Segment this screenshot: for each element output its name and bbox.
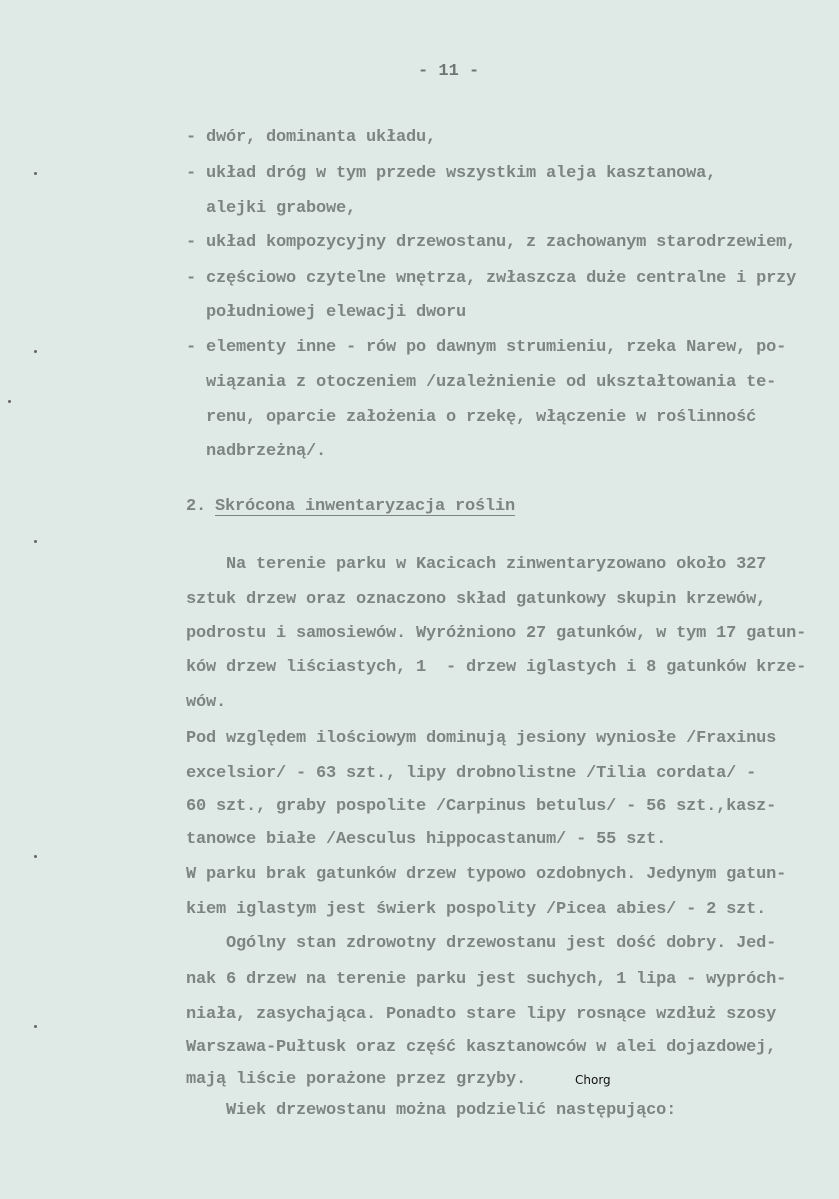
body-line: mają liście porażone przez grzyby. bbox=[186, 1070, 527, 1089]
body-line: niała, zasychająca. Ponadto stare lipy rosnące wzdłuż szosy bbox=[186, 1005, 777, 1024]
list-item-continuation: południowej elewacji dworu bbox=[206, 303, 467, 322]
punch-mark bbox=[34, 350, 37, 353]
section-title: Skrócona inwentaryzacja roślin bbox=[215, 497, 516, 516]
body-line: Na terenie parku w Kacicach zinwentaryzowano około 327 bbox=[226, 555, 767, 574]
body-line: 60 szt., graby pospolite /Carpinus betulus/ - 56 szt.,kasz- bbox=[186, 797, 777, 816]
body-line: podrostu i samosiewów. Wyróżniono 27 gatunków, w tym 17 gatun- bbox=[186, 624, 807, 643]
punch-mark bbox=[34, 540, 37, 543]
punch-mark bbox=[34, 172, 37, 175]
list-item-continuation: alejki grabowe, bbox=[206, 199, 357, 218]
punch-mark bbox=[8, 400, 11, 403]
body-line: Pod względem ilościowym dominują jesiony wyniosłe /Fraxinus bbox=[186, 729, 777, 748]
body-line: tanowce białe /Aesculus hippocastanum/ - 55 szt. bbox=[186, 830, 667, 849]
section-number: 2. bbox=[186, 497, 207, 516]
list-item-continuation: wiązania z otoczeniem /uzależnienie od ukształtowania te- bbox=[206, 373, 777, 392]
list-item: - układ dróg w tym przede wszystkim aleja kasztanowa, bbox=[186, 164, 717, 183]
body-line: excelsior/ - 63 szt., lipy drobnolistne /Tilia cordata/ - bbox=[186, 764, 757, 783]
list-item-continuation: renu, oparcie założenia o rzekę, włączenie w roślinność bbox=[206, 408, 757, 427]
body-line: sztuk drzew oraz oznaczono skład gatunkowy skupin krzewów, bbox=[186, 590, 767, 609]
list-item-continuation: nadbrzeżną/. bbox=[206, 442, 327, 461]
list-item: - układ kompozycyjny drzewostanu, z zachowanym starodrzewiem, bbox=[186, 233, 797, 252]
punch-mark bbox=[34, 855, 37, 858]
list-item: - częściowo czytelne wnętrza, zwłaszcza duże centralne i przy bbox=[186, 269, 797, 288]
body-line: kiem iglastym jest świerk pospolity /Picea abies/ - 2 szt. bbox=[186, 900, 767, 919]
body-line: wów. bbox=[186, 693, 227, 712]
body-line: W parku brak gatunków drzew typowo ozdobnych. Jedynym gatun- bbox=[186, 865, 787, 884]
list-item: - elementy inne - rów po dawnym strumieniu, rzeka Narew, po- bbox=[186, 338, 787, 357]
list-item: - dwór, dominanta układu, bbox=[186, 128, 437, 147]
ocr-overlay-text: Chorg bbox=[575, 1073, 611, 1087]
body-line: Ogólny stan zdrowotny drzewostanu jest dość dobry. Jed- bbox=[226, 934, 777, 953]
punch-mark bbox=[34, 1025, 37, 1028]
body-line: Warszawa-Pułtusk oraz część kasztanowców w alei dojazdowej, bbox=[186, 1038, 777, 1057]
body-line: nak 6 drzew na terenie parku jest suchych, 1 lipa - wypróch- bbox=[186, 970, 787, 989]
body-line: Wiek drzewostanu można podzielić następująco: bbox=[226, 1101, 677, 1120]
body-line: ków drzew liściastych, 1 - drzew iglastych i 8 gatunków krze- bbox=[186, 658, 807, 677]
page-number: - 11 - bbox=[418, 62, 480, 81]
